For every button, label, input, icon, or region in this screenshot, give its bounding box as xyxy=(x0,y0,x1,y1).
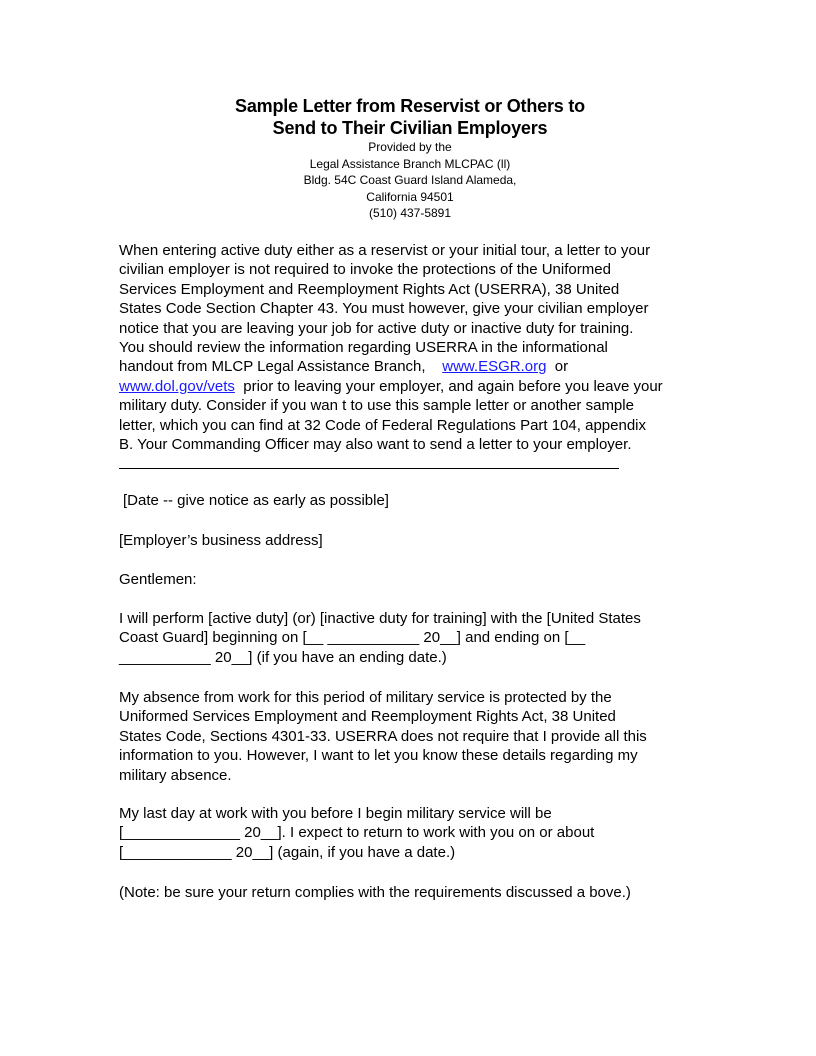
last-day-line: [_____________ 20__] (again, if you have a date.) xyxy=(119,843,456,861)
salutation xyxy=(119,570,699,589)
duty-line: I will perform [active duty] (or) [inactive duty for training] with the [United States xyxy=(119,610,641,627)
intro-paragraph xyxy=(119,241,699,454)
date-placeholder-text: [Date -- give notice as early as possible] xyxy=(123,492,389,509)
date-placeholder xyxy=(119,491,699,510)
salutation-text: Gentlemen: xyxy=(119,571,197,588)
intro-line: When entering active duty either as a reservist or your initial tour, a letter to your xyxy=(119,242,651,259)
employer-address-placeholder xyxy=(119,531,699,550)
separator-line xyxy=(119,468,619,469)
intro-line-text: handout from MLCP Legal Assistance Branch, xyxy=(119,358,426,376)
duty-line: ___________ 20__] (if you have an ending date.) xyxy=(119,648,447,666)
intro-line: States Code Section Chapter 43. You must however, give your civilian employer xyxy=(119,300,649,318)
note-text: (Note: be sure your return complies with the requirements discussed a bove.) xyxy=(119,884,631,901)
intro-line: military duty. Consider if you wan t to use this sample letter or another sample xyxy=(119,397,634,415)
protection-paragraph xyxy=(119,688,699,785)
or-text: or xyxy=(554,358,569,376)
intro-line: notice that you are leaving your job for active duty or inactive duty for training. xyxy=(119,319,634,337)
provided-by: Provided by the xyxy=(368,140,452,154)
last-day-paragraph xyxy=(119,804,699,862)
intro-line: letter, which you can find at 32 Code of Federal Regulations Part 104, appendix xyxy=(119,416,646,434)
protection-line: My absence from work for this period of military service is protected by the xyxy=(119,689,612,706)
intro-line-with-link xyxy=(119,357,699,376)
intro-line: You should review the information regarding USERRA in the informational xyxy=(119,339,608,357)
protection-line: Uniformed Services Employment and Reemployment Rights Act, 38 United xyxy=(119,708,616,726)
intro-line: Services Employment and Reemployment Rights Act (USERRA), 38 United xyxy=(119,280,620,298)
address-line-2: California 94501 xyxy=(366,189,454,204)
title-line-1: Sample Letter from Reservist or Others to xyxy=(235,96,585,116)
dol-vets-link[interactable]: www.dol.gov/vets xyxy=(119,377,235,395)
intro-line: B. Your Commanding Officer may also want to send a letter to your employer. xyxy=(119,436,632,454)
employer-address-text: [Employer’s business address] xyxy=(119,532,323,549)
title-line-2: Send to Their Civilian Employers xyxy=(272,118,548,138)
intro-line-text: prior to leaving your employer, and again before you leave your xyxy=(243,377,663,395)
duty-paragraph xyxy=(119,609,699,667)
esgr-link[interactable]: www.ESGR.org xyxy=(442,358,547,376)
protection-line: information to you. However, I want to let you know these details regarding my xyxy=(119,747,638,765)
protection-line: States Code, Sections 4301-33. USERRA does not require that I provide all this xyxy=(119,727,647,745)
address-line-1: Bldg. 54C Coast Guard Island Alameda, xyxy=(303,173,517,187)
phone-number: (510) 437-5891 xyxy=(368,206,452,220)
duty-line: Coast Guard] beginning on [__ ___________ 20__] and ending on [__ xyxy=(119,629,586,647)
intro-line-with-link xyxy=(119,377,699,396)
intro-line: civilian employer is not required to invoke the protections of the Uniformed xyxy=(119,261,611,279)
last-day-line: My last day at work with you before I begin military service will be xyxy=(119,805,552,822)
document-header xyxy=(0,95,816,222)
last-day-line: [______________ 20__]. I expect to return to work with you on or about xyxy=(119,824,595,842)
branch-name: Legal Assistance Branch MLCPAC (ll) xyxy=(309,156,511,171)
note-paragraph xyxy=(119,883,699,902)
protection-line: military absence. xyxy=(119,766,232,784)
